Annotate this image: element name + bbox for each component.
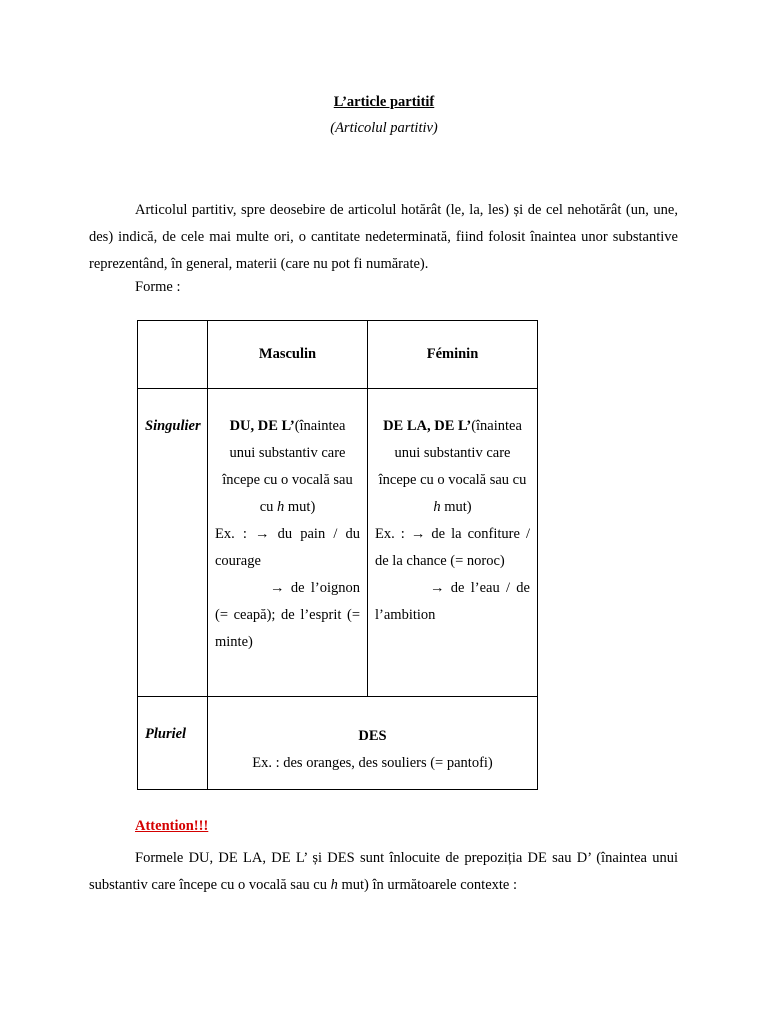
page-title: L’article partitif bbox=[333, 94, 435, 110]
fem-note-end: mut) bbox=[440, 499, 472, 515]
cell-singular-masculine bbox=[208, 389, 368, 697]
masc-example-1: Ex. : → du pain / du courage bbox=[215, 526, 360, 569]
intro-paragraph: Articolul partitiv, spre deosebire de articolul hotărât (le, la, les) și de cel nehotărât (un, une, des) indică, de cele mai multe ori, o cantitate nedeterminată, fiind folosit înaintea unor substantive reprezentând, în general, materii (care nu pot fi numărate). bbox=[89, 202, 678, 272]
page-subtitle: (Articolul partitiv) bbox=[330, 120, 438, 136]
fem-forms: DE LA, DE L’ bbox=[383, 418, 472, 434]
fem-example-2 bbox=[375, 575, 530, 629]
masc-note-start: (înaintea unui substantiv care începe cu o vocală sau cu bbox=[222, 418, 353, 515]
fem-forms-block bbox=[375, 413, 530, 521]
rule-text-h: h bbox=[330, 877, 338, 893]
forms-label: Forme : bbox=[135, 279, 181, 295]
row-label-plural: Pluriel bbox=[138, 697, 208, 790]
masc-forms-block bbox=[215, 413, 360, 521]
fem-example-2-text: → de l’eau / de l’ambition bbox=[375, 580, 530, 623]
masc-note-h: h bbox=[277, 499, 285, 515]
plural-example: Ex. : des oranges, des souliers (= pantofi) bbox=[252, 755, 493, 771]
fem-example-1: Ex. : → de la confiture / de la chance (= noroc) bbox=[375, 526, 530, 569]
masc-example-2-text: → de l’oignon (= ceapă); de l’esprit (= minte) bbox=[215, 580, 360, 650]
masc-note-end: mut) bbox=[284, 499, 316, 515]
fem-note-h: h bbox=[433, 499, 441, 515]
plural-form: DES bbox=[358, 728, 387, 744]
partitive-table bbox=[137, 320, 538, 790]
table-corner-cell bbox=[138, 321, 208, 389]
rule-paragraph bbox=[89, 845, 678, 899]
masc-forms: DU, DE L’ bbox=[229, 418, 295, 434]
table-row-plural bbox=[138, 697, 538, 790]
rule-text-end: mut) în următoarele contexte : bbox=[337, 877, 517, 893]
masc-example-2 bbox=[215, 575, 360, 656]
header-feminine: Féminin bbox=[368, 321, 538, 389]
row-label-singular: Singulier bbox=[138, 389, 208, 697]
cell-singular-feminine bbox=[368, 389, 538, 697]
rule-text-start: Formele DU, DE LA, DE L’ și DES sunt înlocuite de prepoziția DE sau D’ (înaintea unui substantiv care începe cu o vocală sau cu bbox=[89, 850, 678, 893]
attention-heading: Attention!!! bbox=[135, 818, 209, 834]
table-header-row bbox=[138, 321, 538, 389]
fem-note-start: (înaintea unui substantiv care începe cu o vocală sau cu bbox=[378, 418, 527, 488]
header-masculine: Masculin bbox=[208, 321, 368, 389]
table-row-singular bbox=[138, 389, 538, 697]
cell-plural bbox=[208, 697, 538, 790]
